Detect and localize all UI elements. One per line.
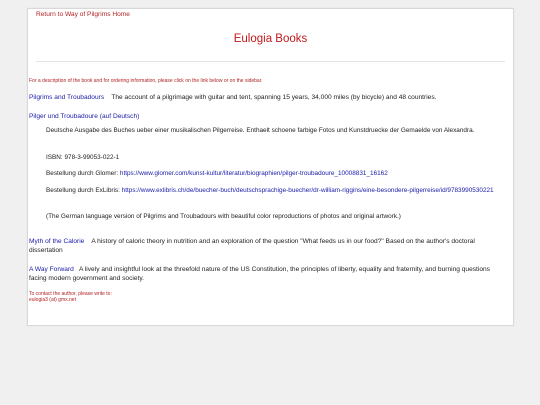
contact-email: eulogia3 (at) gmx.net [29,297,76,303]
contact-label: To contact the author, please write to: [29,291,112,297]
content-panel [27,8,514,326]
book-entry-pilgrims [29,93,507,102]
book-description-calorie: A history of caloric theory in nutrition and an exploration of the question "What feeds us in our food?" Based on the author's doctoral dissertation [29,238,475,254]
book-entry-way-forward [29,265,507,283]
exlibris-order [46,186,495,195]
book-description-pilgrims: The account of a pilgrimage with guitar and tent, spanning 15 years, 34,000 miles (by bicycle) and 48 countries. [111,94,437,101]
book-link-pilger[interactable]: Pilger und Troubadoure (auf Deutsch) [29,113,140,120]
book-link-way-forward[interactable]: A Way Forward [29,266,74,273]
exlibris-link[interactable]: https://www.exlibris.ch/de/buecher-buch/deutschsprachige-buecher/dr-william-riggins/eine-besondere-pilgerreise/id/9783990530221 [121,187,494,194]
home-link[interactable]: Return to Way of Pilgrims Home [36,11,130,18]
german-note: (The German language version of Pilgrims and Troubadours with beautiful color reproductions of photos and original artwork.) [46,213,401,220]
glomer-label: Bestellung durch Glomer: [46,170,119,177]
book-entry-pilger [29,112,507,121]
exlibris-label: Bestellung durch ExLibris: [46,187,120,194]
book-link-calorie[interactable]: Myth of the Calorie [29,238,85,245]
glomer-link[interactable]: https://www.glomer.com/kunst-kultur/literatur/biographien/pilger-troubadoure_10008831_16162 [119,170,388,177]
german-isbn: ISBN: 978-3-99053-022-1 [46,154,120,161]
intro-text: For a description of the book and for ordering information, please click on the link below or on the sidebar. [29,78,263,84]
german-description: Deutsche Ausgabe des Buches ueber einer musikalischen Pilgerreise. Enthaelt schoene farbige Fotos und Kunstdruecke der Gemaelde von Alexandra. [46,127,475,134]
contact-info [29,291,112,303]
glomer-order [46,169,495,178]
divider [36,61,505,62]
book-link-pilgrims[interactable]: Pilgrims and Troubadours [29,94,105,101]
book-description-way-forward: A lively and insightful look at the threefold nature of the US Constitution, the principles of liberty, equality and fraternity, and burning questions facing modern government and society. [29,266,490,282]
book-entry-calorie [29,237,507,255]
page-title: Eulogia Books [233,33,308,45]
